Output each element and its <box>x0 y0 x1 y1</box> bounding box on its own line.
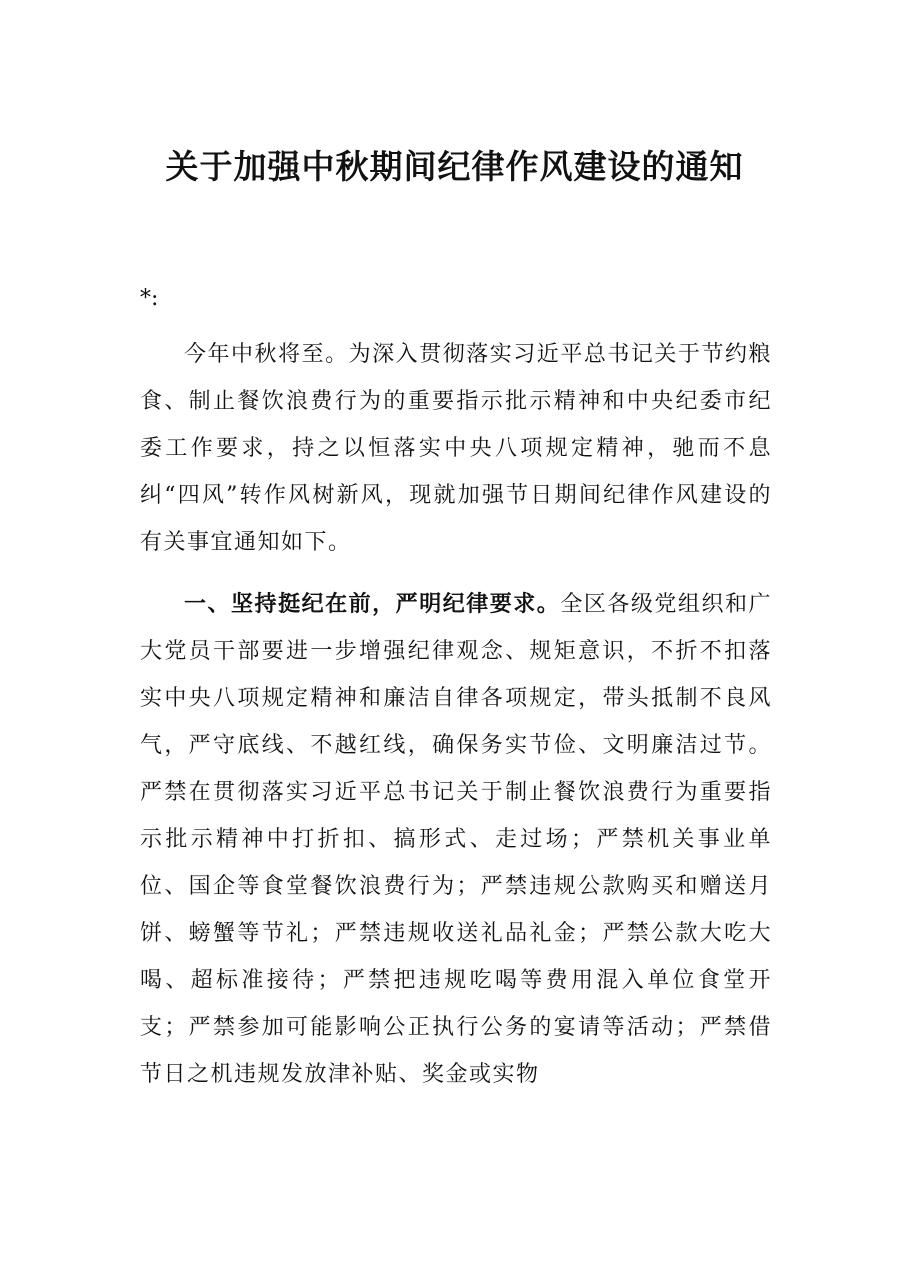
section-1-heading: 一、坚持挺纪在前，严明纪律要求。 <box>184 591 561 617</box>
section-1-body: 全区各级党组织和广大党员干部要进一步增强纪律观念、规矩意识，不折不扣落实中央八项规定精神和廉洁自律各项规定，带头抵制不良风气，严守底线、不越红线，确保务实节俭、文明廉洁过节。严禁在贯彻落实习近平总书记关于制止餐饮浪费行为重要指示批示精神中打折扣、搞形式、走过场；严禁机关事业单位、国企等食堂餐饮浪费行为；严禁违规公款购买和赠送月饼、螃蟹等节礼；严禁违规收送礼品礼金；严禁公款大吃大喝、超标准接待；严禁把违规吃喝等费用混入单位食堂开支；严禁参加可能影响公正执行公务的宴请等活动；严禁借节日之机违规发放津补贴、奖金或实物 <box>140 592 772 1087</box>
document-title: 关于加强中秋期间纪律作风建设的通知 <box>165 147 744 186</box>
intro-paragraph: 今年中秋将至。为深入贯彻落实习近平总书记关于节约粮食、制止餐饮浪费行为的重要指示批示精神和中央纪委市纪委工作要求，持之以恒落实中央八项规定精神，驰而不息纠“四风”转作风树新风，现就加强节日期间纪律作风建设的有关事宜通知如下。 <box>140 342 772 555</box>
section-1-paragraph <box>140 581 772 1098</box>
salutation: *: <box>140 286 159 311</box>
